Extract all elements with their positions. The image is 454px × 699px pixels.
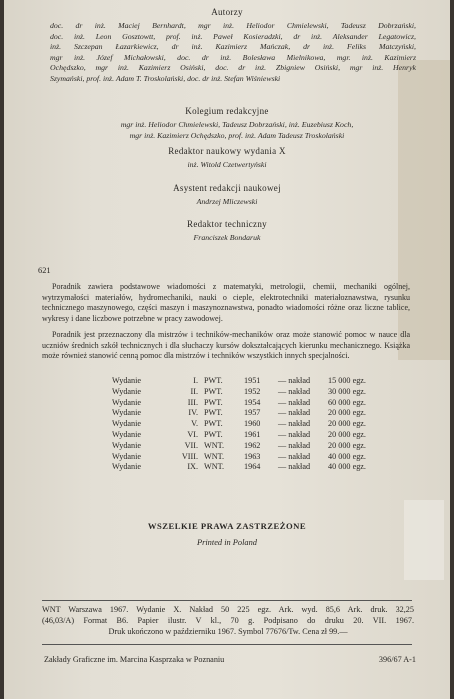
edition-row: [112, 387, 388, 398]
edition-copies: 30 000 egz.: [328, 386, 366, 396]
edition-copies: 20 000 egz.: [328, 440, 366, 450]
description-paragraph-1: Poradnik zawiera podstawowe wiadomości z matematyki, metrologii, chemii, mechaniki ogólnej, wytrzymałości materiałów, hydromechaniki, nauki o cieple, elektrotechniki materiałoznawstwa, rysunku technicznego maszynowego, części maszyn i maszynoznawstwa, ponadto wiadomości różne oraz liczne tablice, wykresy i dane liczbowe potrzebne w pracy zawodowej.: [42, 282, 410, 323]
edition-row: [112, 419, 388, 430]
edition-number: I.: [193, 376, 198, 385]
kolegium-line: mgr inż. Heliodor Chmielewski, Tadeusz Dobrzański, inż. Euzebiusz Koch,: [120, 120, 354, 129]
edition-year: 1962: [244, 440, 261, 450]
edition-number: III.: [187, 397, 198, 407]
edition-naklad: — nakład: [278, 408, 311, 418]
edition-copies: 60 000 egz.: [328, 397, 366, 407]
edition-naklad: — nakład: [278, 376, 311, 385]
redaktor-naukowy-name-text: inż. Witold Czetwertyński: [187, 160, 267, 169]
edition-year: 1954: [244, 397, 261, 407]
edition-publisher: PWT.: [204, 429, 223, 439]
imprint-rule: [42, 600, 412, 601]
rights-notice: WSZELKIE PRAWA ZASTRZEŻONE: [147, 521, 307, 531]
authors-line: doc. inż. Leon Gosztowtt, prof. inż. Paweł Kosieradzki, dr inż. Aleksander Legatowicz,: [50, 31, 416, 41]
authors-heading: Autorzy: [211, 7, 243, 17]
asystent-heading: Asystent redakcji naukowej: [173, 183, 281, 193]
edition-year: 1952: [244, 386, 261, 396]
redaktor-naukowy-name: [4, 160, 450, 171]
edition-copies: 20 000 egz.: [328, 419, 366, 429]
edition-row: [112, 408, 388, 419]
edition-label: Wydanie: [112, 397, 142, 407]
udc-number: 621: [38, 266, 51, 275]
authors-line: inż. Szczepan Łazarkiewicz, dr inż. Kazimierz Mańczak, dr inż. Feliks Matczyński,: [50, 42, 416, 52]
printer-block: [44, 655, 416, 664]
edition-label: Wydanie: [112, 429, 142, 439]
edition-naklad: — nakład: [278, 451, 311, 461]
authors-list: [50, 21, 416, 85]
edition-copies: 15 000 egz.: [328, 376, 366, 385]
edition-label: Wydanie: [112, 419, 142, 429]
asystent-name: Andrzej Mliczewski: [196, 197, 258, 206]
redaktor-naukowy-heading: Redaktor naukowy wydania X: [168, 146, 286, 156]
printed-in: Printed in Poland: [196, 538, 257, 547]
edition-row: [112, 398, 388, 409]
edition-row: [112, 441, 388, 452]
edition-year: 1951: [244, 376, 261, 385]
kolegium-line: mgr inż. Kazimierz Ochędszko, prof. inż. Adam Tadeusz Troskolański: [129, 131, 345, 140]
description-paragraph-2: Poradnik jest przeznaczony dla mistrzów i techników-mechaników oraz może stanowić pomoc w nauce dla uczniów średnich szkół technicznych i dla słuchaczy kursów dokształcających kierunku mechanicznego. Książka może również stanowić cenną pomoc dla mistrzów i techników wszystkich innych specjalności.: [42, 330, 410, 360]
edition-year: 1963: [244, 451, 261, 461]
edition-naklad: — nakład: [278, 440, 311, 450]
edition-label: Wydanie: [112, 451, 142, 461]
imprint-block: [42, 604, 414, 637]
edition-label: Wydanie: [112, 462, 142, 472]
book-page: [4, 0, 450, 699]
edition-copies: 20 000 egz.: [328, 429, 366, 439]
edition-number: IV.: [188, 408, 198, 418]
edition-publisher: WNT.: [204, 462, 225, 472]
edition-number: V.: [191, 419, 198, 429]
edition-naklad: — nakład: [278, 462, 311, 472]
imprint-line: (46,03/A) Format B6. Papier ilustr. V kl., 70 g. Podpisano do druku 20. VII. 1967.: [42, 616, 414, 625]
kolegium-heading: Kolegium redakcyjne: [185, 106, 269, 116]
redaktor-techniczny-heading: Redaktor techniczny: [187, 219, 267, 229]
authors-line: Szymański, prof. inż. Adam T. Troskolański, doc. dr inż. Stefan Wiśniewski: [50, 73, 281, 83]
edition-copies: 40 000 egz.: [328, 451, 366, 461]
edition-publisher: PWT.: [204, 376, 223, 385]
editions-table: [112, 376, 388, 473]
edition-year: 1964: [244, 462, 261, 472]
edition-copies: 40 000 egz.: [328, 462, 366, 472]
edition-publisher: PWT.: [204, 419, 223, 429]
edition-number: II.: [190, 386, 198, 396]
edition-publisher: WNT.: [204, 440, 225, 450]
edition-year: 1960: [244, 419, 261, 429]
authors-line: mgr inż. Józef Michałowski, doc. dr inż. Bolesława Mielnikowa, mgr. inż. Kazimierz: [50, 52, 416, 62]
edition-row: [112, 452, 388, 463]
edition-naklad: — nakład: [278, 397, 311, 407]
imprint-line: Druk ukończono w październiku 1967. Symbol 77676/Tw. Cena zł 99.—: [108, 627, 348, 636]
edition-label: Wydanie: [112, 376, 142, 385]
edition-year: 1961: [244, 429, 261, 439]
edition-label: Wydanie: [112, 440, 142, 450]
edition-row: [112, 462, 388, 473]
edition-naklad: — nakład: [278, 419, 311, 429]
edition-year: 1957: [244, 408, 261, 418]
imprint-line: WNT Warszawa 1967. Wydanie X. Nakład 50 225 egz. Ark. wyd. 85,6 Ark. druk. 32,25: [42, 605, 414, 614]
edition-publisher: PWT.: [204, 397, 223, 407]
authors-line: doc. dr inż. Maciej Bernhardt, mgr inż. Heliodor Chmielewski, Tadeusz Dobrzański,: [50, 21, 416, 30]
edition-publisher: WNT.: [204, 451, 225, 461]
edition-row: [112, 376, 388, 387]
edition-label: Wydanie: [112, 386, 142, 396]
edition-naklad: — nakład: [278, 429, 311, 439]
printer-line: Zakłady Graficzne im. Marcina Kasprzaka w Poznaniu: [44, 655, 225, 664]
edition-naklad: — nakład: [278, 386, 311, 396]
edition-row: [112, 430, 388, 441]
redaktor-techniczny-name: Franciszek Bondaruk: [193, 233, 261, 242]
printer-code: 396/67 A-1: [378, 655, 416, 664]
edition-label: Wydanie: [112, 408, 142, 418]
edition-number: VI.: [187, 429, 198, 439]
edition-publisher: PWT.: [204, 386, 223, 396]
authors-line: Ochędszko, mgr inż. Kazimierz Osiński, doc. dr inż. Zbigniew Osiński, mgr inż. Henryk: [50, 63, 416, 73]
edition-copies: 20 000 egz.: [328, 408, 366, 418]
edition-publisher: PWT.: [204, 408, 223, 418]
edition-number: VII.: [184, 440, 198, 450]
edition-number: VIII.: [181, 451, 198, 461]
imprint-rule-bottom: [42, 644, 412, 645]
edition-number: IX.: [187, 462, 198, 472]
